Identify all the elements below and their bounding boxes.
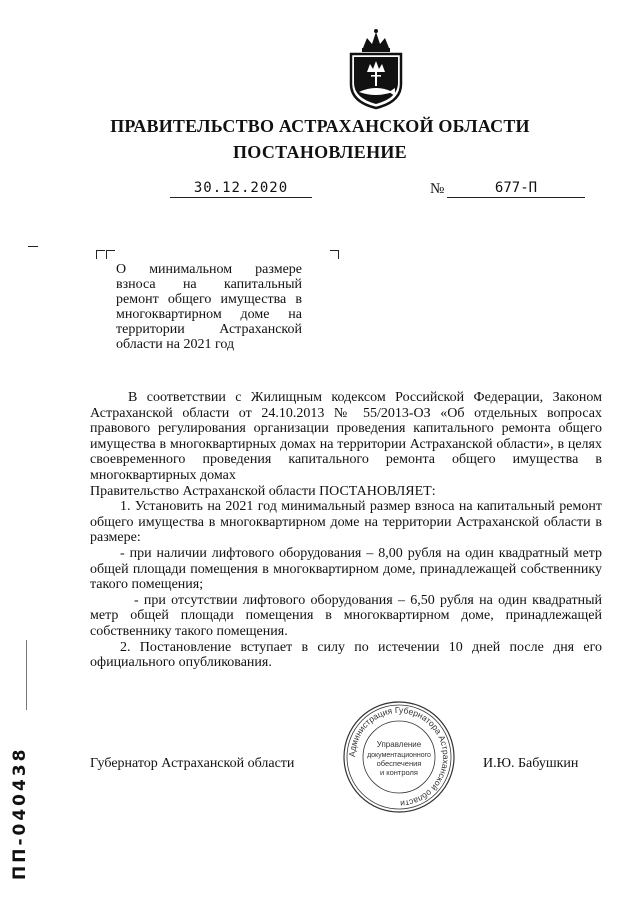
document-subject xyxy=(116,262,302,352)
resolves-line: Правительство Астраханской области ПОСТАНОВЛЯЕТ: xyxy=(90,483,436,499)
stamp-ring-text: Администрация Губернатора Астраханской области xyxy=(346,704,452,810)
subject-line: многоквартирном доме на xyxy=(116,307,302,322)
stamp-center-line: документационного xyxy=(367,752,431,759)
subject-line: взноса на капитальный xyxy=(116,277,302,292)
subject-corner-left xyxy=(96,250,105,259)
item-1: 1. Установить на 2021 год минимальный размер взноса на капитальный ремонт общего имущества в многоквартирном доме на территории Астраханской области в размере: xyxy=(90,499,602,546)
astrakhan-coat-of-arms-icon xyxy=(345,28,407,110)
official-stamp xyxy=(342,700,456,814)
document-type: ПОСТАНОВЛЕНИЕ xyxy=(233,142,407,162)
organization-title: ПРАВИТЕЛЬСТВО АСТРАХАНСКОЙ ОБЛАСТИ xyxy=(110,116,530,136)
document-body xyxy=(90,390,602,671)
item-1b: - при отсутствии лифтового оборудования – 6,50 рубля на один квадратный метр общей площади помещения в многоквартирном доме, принадлежащей собственнику такого помещения. xyxy=(90,592,602,639)
subject-line: области на 2021 год xyxy=(116,337,235,352)
margin-dash xyxy=(28,246,38,247)
subject-line: территории Астраханской xyxy=(116,322,302,337)
subject-corner-left-inner xyxy=(106,250,115,259)
stamp-center-line: обеспечения xyxy=(376,759,422,768)
signatory-name: И.Ю. Бабушкин xyxy=(483,756,579,771)
subject-corner-right xyxy=(330,250,339,259)
item-1a: - при наличии лифтового оборудования – 8,00 рубля на один квадратный метр общей площади помещения в многоквартирном доме, принадлежащей собственнику такого помещения; xyxy=(90,545,602,593)
document-number: 677-П xyxy=(447,180,585,198)
document-date: 30.12.2020 xyxy=(170,180,312,198)
stamp-center-line: и контроля xyxy=(379,768,419,777)
form-serial-code: ПП-040438 xyxy=(10,746,30,880)
number-label: № xyxy=(430,181,445,197)
item-2: 2. Постановление вступает в силу по истечении 10 дней после дня его официального опубликования. xyxy=(90,639,602,671)
margin-line xyxy=(26,640,27,710)
subject-line: О минимальном размере xyxy=(116,262,302,277)
signatory-position: Губернатор Астраханской области xyxy=(90,756,295,771)
preamble: В соответствии с Жилищным кодексом Российской Федерации, Законом Астраханской области от 24.10.2013 № 55/2013-ОЗ «Об отдельных вопросах правового регулирования организации проведения капитального ремонта общего имущества в многоквартирных домах на территории Астраханской области», в целях своевременного проведения капитального ремонта общего имущества в многоквартирных домах xyxy=(90,390,602,483)
stamp-center-line: Управление xyxy=(376,740,422,749)
subject-line: ремонт общего имущества в xyxy=(116,292,302,307)
